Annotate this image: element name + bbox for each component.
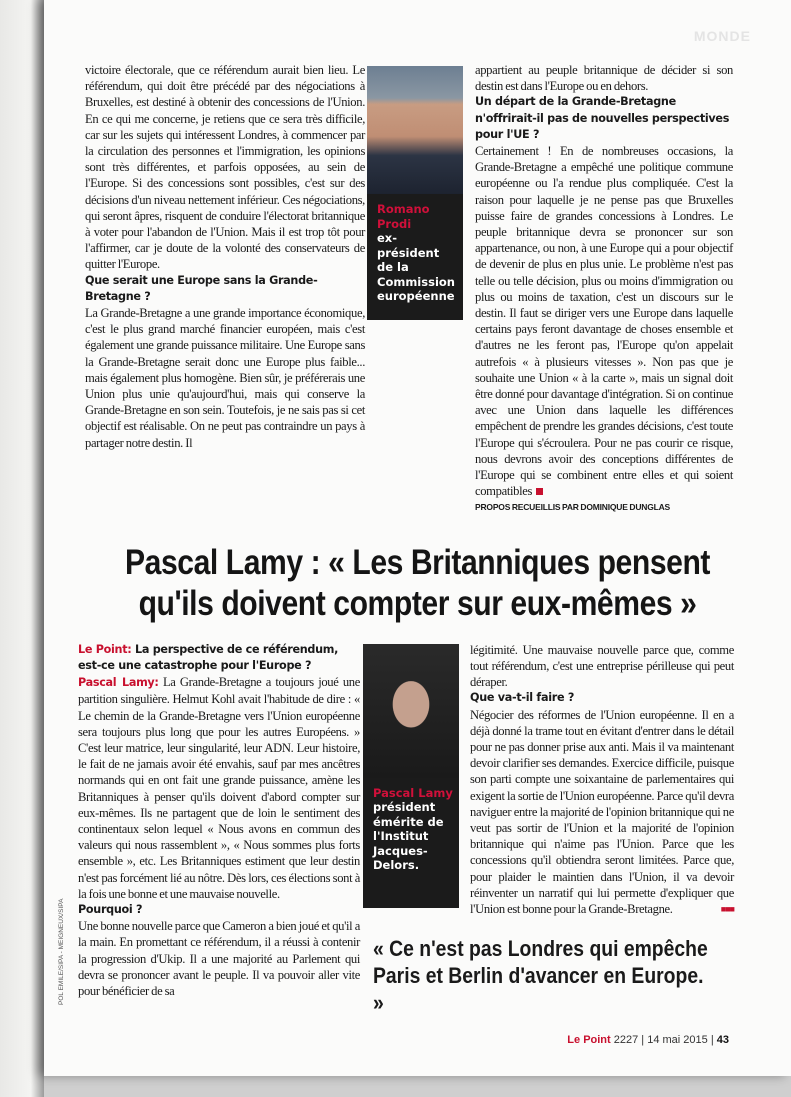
prodi-caption — [367, 194, 463, 320]
lamy-photo — [363, 644, 459, 778]
prodi-question: Que serait une Europe sans la Grande-Bretagne ? — [85, 273, 318, 303]
end-mark-icon — [536, 488, 543, 495]
section-label: MONDE — [693, 28, 751, 44]
end-squares-icon: ■■■ — [720, 903, 734, 914]
footer-issue: 2227 — [613, 1034, 639, 1047]
prodi-column-1 — [85, 62, 365, 451]
lamy-answer: La Grande-Bretagne a toujours joué une partition singulière. Helmut Kohl avait l'habitude de dire : « Le chemin de la Grande-Bretagne vers l'Union européenne sera toujours plus long que pour les autres Européens. » C'est leur matrice, leur singularité, leur ADN. Leur histoire, le fait de ne jamais avoir été envahis, sauf par mes ancêtres normands qui en ont fait une grande puissance, amène les Britanniques à penser qu'ils doivent d'abord compter sur eux-mêmes. Ils ne partagent que de loin le sentiment des continentaux selon lequel « Nous avons en commun des valeurs qui nous rassemblent », « Nous sommes plus forts ensemble », etc. Les Britanniques estiment que leur destin n'est pas forcément lié au nôtre. Dès lors, ces élections sont à la fois une bonne et une mauvaise nouvelle. — [78, 675, 360, 901]
scan-background — [0, 1076, 791, 1097]
lamy-photo-block — [363, 644, 459, 908]
magazine-page — [44, 0, 791, 1076]
pull-quote: « Ce n'est pas Londres qui empêche Paris et Berlin d'avancer en Europe. » — [373, 936, 708, 1016]
lamy-question: Pourquoi ? — [78, 902, 143, 916]
interviewee-label: Pascal Lamy: — [78, 676, 159, 690]
headline: Pascal Lamy : « Les Britanniques pensent qu'ils doivent compter sur eux-mêmes » — [124, 542, 711, 623]
caption-role: président émérite de l'Institut Jacques-Delors. — [373, 800, 444, 873]
prodi-column-2 — [475, 62, 733, 516]
lamy-column-2 — [470, 642, 734, 917]
prodi-question: Un départ de la Grande-Bretagne n'offrirait-il pas de nouvelles perspectives pour l'UE ? — [475, 95, 730, 141]
prodi-photo — [367, 66, 463, 194]
byline: PROPOS RECUEILLIS PAR DOMINIQUE DUNGLAS — [475, 502, 671, 513]
page-number: 43 — [716, 1034, 729, 1047]
prodi-answer — [475, 143, 733, 499]
footer-date: 14 mai 2015 — [647, 1034, 708, 1047]
lamy-question: Que va-t-il faire ? — [470, 691, 575, 705]
page-footer: Le Point 2227 | 14 mai 2015 | 43 — [567, 1034, 729, 1047]
interviewer-label: Le Point: — [78, 642, 132, 656]
prodi-photo-block — [367, 66, 463, 320]
lamy-answer: Une bonne nouvelle parce que Cameron a bien joué et qu'il a la main. En promettant ce référendum, il a réussi à contenir la progression d'Ukip. Il a une majorité au Parlement qui devra se prononcer avant le peuple. Il va pouvoir aller vite pour bénéficier de sa — [78, 919, 360, 998]
prodi-answer: La Grande-Bretagne a une grande importance économique, c'est le plus grand marché financier européen, mais c'est également une grande puissance militaire. Une Europe sans la Grande-Bretagne serait donc une Europe plus faible... mais également plus homogène. Bien sûr, je préférerais une Union plus unie qu'aujourd'hui, mais qui conserve la Grande-Bretagne en son sein. Toutefois, je ne sais pas si cet objectif est réalisable. On ne peut pas contraindre un pays à partager notre destin. Il — [85, 306, 365, 450]
photo-credit: POL EMILE/SIPA - MEIGNEUX/SIPA — [58, 898, 65, 1006]
adjacent-page-edge — [0, 0, 44, 1097]
lamy-interview — [44, 642, 791, 1016]
lamy-paragraph: légitimité. Une mauvaise nouvelle parce que, comme tout référendum, c'est une entreprise périlleuse qui peut déraper. — [470, 642, 734, 690]
prodi-paragraph: victoire électorale, que ce référendum aurait bien lieu. Le référendum, qui doit être précédé par des négociations à Bruxelles, est destiné à obtenir des concessions de l'Union. En ce qui me concerne, je retiens que ce sera très difficile, car sur les sujets qui intéressent Londres, à commencer par la circulation des personnes et l'immigration, les opinions sont très différentes, et parfois opposées, au sein de l'Europe. Si des concessions sont possibles, c'est sur des décisions d'un niveau nettement inférieur. Ces négociations, qui seront âpres, risquent de conduire l'électorat britannique à voter pour l'abandon de l'Union. Mais il est trop tôt pour l'affirmer, car je doute de la volonté des conservateurs de quitter l'Europe. — [85, 63, 365, 272]
lamy-column-1 — [78, 642, 360, 999]
caption-name: Pascal Lamy — [373, 785, 453, 800]
lamy-answer-text: Négocier des réformes de l'Union européenne. Il en a déjà donné la trame tout en évitant d'entrer dans le détail pour ne pas donner prise aux anti. Mais il va maintenant devoir clarifier ses demandes. Exercice difficile, puisque son parti compte une soixantaine de parlementaires qui exigent la sortie de l'Union européenne. Parce qu'il devra naviguer entre la majorité de l'opinion britannique qui ne veut pas sortir de l'Union et la majorité de l'opinion britannique qui n'aime pas l'Union. Parce que les concessions qu'il obtiendra seront limitées. Parce que, pour plaider le maintien dans l'Union, il va devoir réinventer un narratif qui lui permette d'expliquer que l'Union est bonne pour la Grande-Bretagne. — [470, 707, 734, 916]
caption-role: ex-président de la Commission européenne — [377, 231, 455, 303]
lamy-right-block — [363, 642, 773, 1016]
prodi-paragraph: appartient au peuple britannique de décider si son destin est dans l'Europe ou en dehors. — [475, 63, 733, 94]
lamy-question: La perspective de ce référendum, est-ce une catastrophe pour l'Europe ? — [78, 642, 339, 672]
lamy-right-row — [363, 642, 773, 917]
prodi-answer-text: Certainement ! En de nombreuses occasions, la Grande-Bretagne a empêché une politique commune européenne ou l'a rendue plus compliquée. C'est la raison pour laquelle je ne pense pas que Bruxelles puisse faire de grandes concessions à Londres. Le peuple britannique devra se prononcer sur son appartenance, ou non, à une Europe qui a pour objectif de devenir de plus en plus unie. Le problème n'est pas telle ou telle décision, plus ou moins d'immigration ou plus ou moins de taxation, c'est un discours sur le destin. Il faut se diriger vers une Europe dans laquelle certains pays feront davantage de choses ensemble et d'autres ne les feront pas, l'Europe qu'on appelait autrefois « à plusieurs vitesses ». Non pas que je souhaite une Union « à la carte », mais un signal doit être donné pour davantage d'intégration. Si on continue avec une Union dans laquelle les différences empêchent de prendre les grandes décisions, c'est toute l'Europe qui s'écroulera. Pour ne pas courir ce risque, nous devrons avoir des conceptions différentes de l'Europe qui se combinent entre elles et qui soient compatibles — [475, 144, 733, 499]
lamy-answer — [470, 707, 734, 918]
prodi-interview — [44, 62, 791, 516]
caption-name: Romano Prodi — [377, 202, 430, 231]
footer-brand: Le Point — [567, 1034, 611, 1047]
lamy-caption — [363, 778, 459, 908]
